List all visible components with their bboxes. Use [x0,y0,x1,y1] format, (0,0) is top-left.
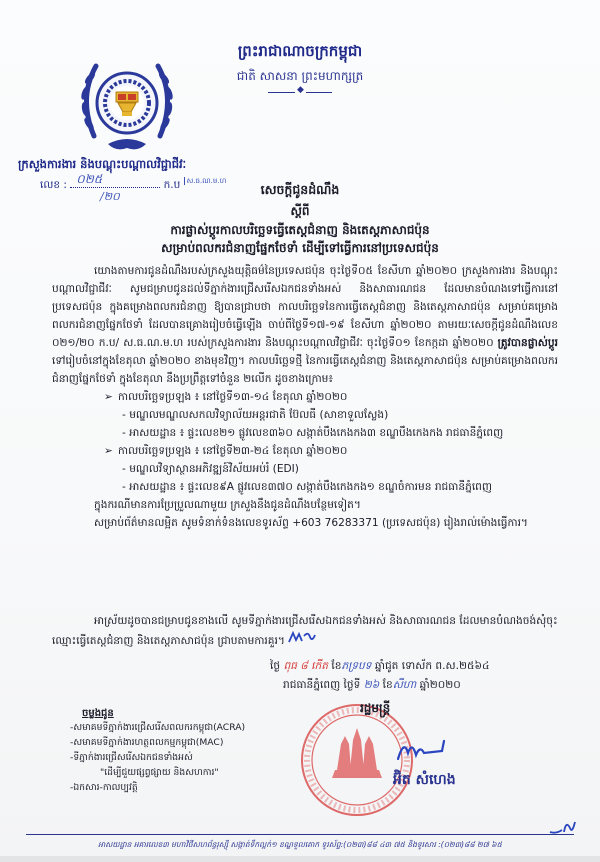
lunar-day-handwritten: ពុធ ៨ កើត [283,660,328,672]
cc-item: -ឯកសារ-កាលប្បវត្តិ [70,782,138,793]
contact-info: សម្រាប់ព័ត៌មានលម្អិត សូមទំនាក់ទំនងលេខទូរស័ព្ទ +603 76283371 (ប្រទេសជប៉ុន) រៀងរាល់ម៉ោងធ្វើការ។ [94,517,528,529]
lunar-date-line: ថ្ងៃ ពុធ ៨ កើត ខែភទ្របទ ឆ្នាំជូត ទោស័ក ព.ស.២៥៦៤ [270,660,490,672]
notice-body [52,262,558,532]
signatory-name: អ៊ិត សំហេង [393,772,456,788]
signatory-title: រដ្ឋមន្ត្រី [360,701,391,715]
closing-paragraph: អាស្រ័យដូចបានជម្រាបជូនខាងលើ សូមទីភ្នាក់ងារជ្រើសរើសឯកជនទាំងអស់ និងសាធារណជន ដែលមានបំណងចង់សុំចុះឈ្មោះធ្វើតេស្តជំនាញ និងតេស្តភាសាជប៉ុន ជ្រាបតាមការគួរ។ [52,615,558,647]
reference-suffix: ក.ប [163,179,181,191]
kingdom-title: ព្រះរាជាណាចក្រកម្ពុជា [237,42,363,60]
ministry-name: ក្រសួងការងារ និងបណ្តុះបណ្តាលវិជ្ជាជីវៈ [18,157,187,171]
contact-phone: +603 76283371 [292,517,379,529]
reference-code: ស.ធ.ណ.ម.ហ [184,177,227,185]
cc-title: ចម្លងជូន [82,708,114,719]
reference-number-line [40,172,227,194]
session-1-address: - អាសយដ្ឋាន ៖ ផ្ទះលេខ២១ ផ្លូវលេខ៣៦០ សង្កាត់បឹងកេងកង៣ ខណ្ឌបឹងកេងកង រាជធានីភ្នំពេញ [122,427,504,439]
cc-item: -សមាគមទីភ្នាក់ងារហត្ថពលកម្មកម្ពុជា(MAC) [70,737,224,748]
notice-about-label: ស្តីពី [290,204,310,218]
session-2-venue: - មណ្ឌលវិទ្យាស្ថានអភិវឌ្ឍន៍វិស័យអប់រំ (EDI) [122,463,299,475]
emphasis-changed: ត្រូវបានផ្លាស់ប្តូរ [497,337,558,349]
session-1-date: ➢ កាលបរិច្ឆេទប្រឡង ៖ នៅថ្ងៃទី១៣-១៤ ខែតុលា ឆ្នាំ២០២០ [52,388,558,406]
initials-signature-icon [288,635,316,647]
notice-subject-line-2: សម្រាប់ពលករជំនាញផ្នែកថែទាំ ដើម្បីទៅធ្វើការនៅប្រទេសជប៉ុន [161,241,439,255]
cc-item: -សមាគមទីភ្នាក់ងារជ្រើសរើសពលករកម្ពុជា(ACRA) [70,722,246,733]
notice-subject-line-1: ការផ្លាស់ប្តូរកាលបរិច្ឆេទធ្វើតេស្តជំនាញ និងតេស្តភាសាជប៉ុន [170,223,430,237]
footer-divider [26,834,574,835]
arrow-bullet-icon: ➢ [104,445,113,457]
signature-icon [394,735,474,765]
session-2-date: ➢ កាលបរិច្ឆេទប្រឡង ៖ នៅថ្ងៃទី២៣-២៤ ខែតុលា ឆ្នាំ២០២០ [52,442,558,460]
page-edge [0,856,600,862]
reference-number-field [70,172,160,188]
body-paragraph-1: យោងតាមការជូនដំណឹងរបស់ក្រសួងយុត្តិធម៌នៃប្រទេសជប៉ុន ចុះថ្ងៃទី០៥ ខែសីហា ឆ្នាំ២០២០ ក្រសួងការងារ និងបណ្តុះបណ្តាលវិជ្ជាជីវៈ សូមជម្រាបជូនដល់ទីភ្នាក់ងារជ្រើសរើសឯកជនទាំងអស់ និងសាធារណជន ដែលមានបំណងទៅធ្វើការនៅប្រទេសជប៉ុន ក្នុងគម្រោងពលករជំនាញ ឱ្យបានជ្រាបថា កាលបរិច្ឆេទនៃការធ្វើតេស្តជំនាញ និងតេស្តភាសាជប៉ុន សម្រាប់គម្រោងពលករជំនាញផ្នែកថែទាំ ដែលបានគ្រោងរៀបចំធ្វើឡើង ចាប់ពីថ្ងៃទី១៧-១៩ ខែសីហា ឆ្នាំ២០២០ តាមរយៈសេចក្តីជូនដំណឹងលេខ ០២១/២០ ក.ប/ ស.ធ.ណ.ម.ហ របស់ក្រសួងការងារ និងបណ្តុះបណ្តាលវិជ្ជាជីវៈ ចុះថ្ងៃទី០១ ខែកក្កដា ឆ្នាំ២០២០ ត្រូវបានផ្លាស់ប្តូរ ទៅរៀបចំនៅក្នុងខែតុលា ឆ្នាំ២០២០ ខាងមុខវិញ។ កាលបរិច្ឆេទថ្មី នៃការធ្វើតេស្តជំនាញ និងតេស្តភាសាជប៉ុន សម្រាប់គម្រោងពលករជំនាញផ្នែកថែទាំ ក្នុងខែតុលា នឹងប្រព្រឹត្តទៅចំនួន ២លើក ដូចខាងក្រោម៖ [52,265,558,385]
gregorian-date-line: រាជធានីភ្នំពេញ ថ្ងៃទី ២៦ ខែសីហា ឆ្នាំ២០២០ [283,679,461,691]
arrow-bullet-icon: ➢ [104,391,113,403]
cc-item: -ទីភ្នាក់ងារជ្រើសរើសឯកជនទាំងអស់ [70,752,193,763]
session-2-address: - អាសយដ្ឋាន ៖ ផ្ទះលេខ៩A ផ្លូវលេខ៣៧០ សង្កាត់បឹងកេងកង១ ខណ្ឌចំការមន រាជធានីភ្នំពេញ [122,481,492,493]
ministry-emblem-icon [68,48,186,160]
ornament-divider-icon [268,92,332,94]
footer-address: អាសយដ្ឋាន អគារលេខ៣ មហាវិថីសហព័ន្ធរុស្ស៊ី សង្កាត់ទឹកល្អក់១ ខណ្ឌទួលគោក ទូរស័ព្ទ:(០២៣)៨៨ ៤៣ ៧៥ និងទូរសារ :(០២៣)៨៨ ២៧ ៦៥ [98,840,502,849]
notice-title: សេចក្តីជូនដំណឹង [260,182,340,197]
lunar-month-handwritten: ភទ្របទ [341,660,372,672]
cc-list [70,720,245,795]
reference-number-handwritten: ០២៥ [76,172,103,186]
cc-item: "ដើម្បីជួយផ្សព្វផ្សាយ និងសហការ" [100,767,219,778]
month-handwritten: សីហា [392,679,417,691]
national-motto: ជាតិ សាសនា ព្រះមហាក្សត្រ [236,69,364,83]
reference-label: លេខ : [40,179,67,191]
reference-year-handwritten: /២០ [100,190,120,203]
day-handwritten: ២៦ [363,679,380,691]
change-note: ក្នុងករណីមានការប្រែប្រួលណាមួយ ក្រសួងនឹងជូនដំណឹងបន្ថែមទៀត។ [94,499,361,511]
session-1-venue: - មណ្ឌលមណ្ឌលសកលវិទ្យាល័យអន្តរជាតិ ប៊ែលធី (សាខាទួលស្លែង) [122,409,389,421]
